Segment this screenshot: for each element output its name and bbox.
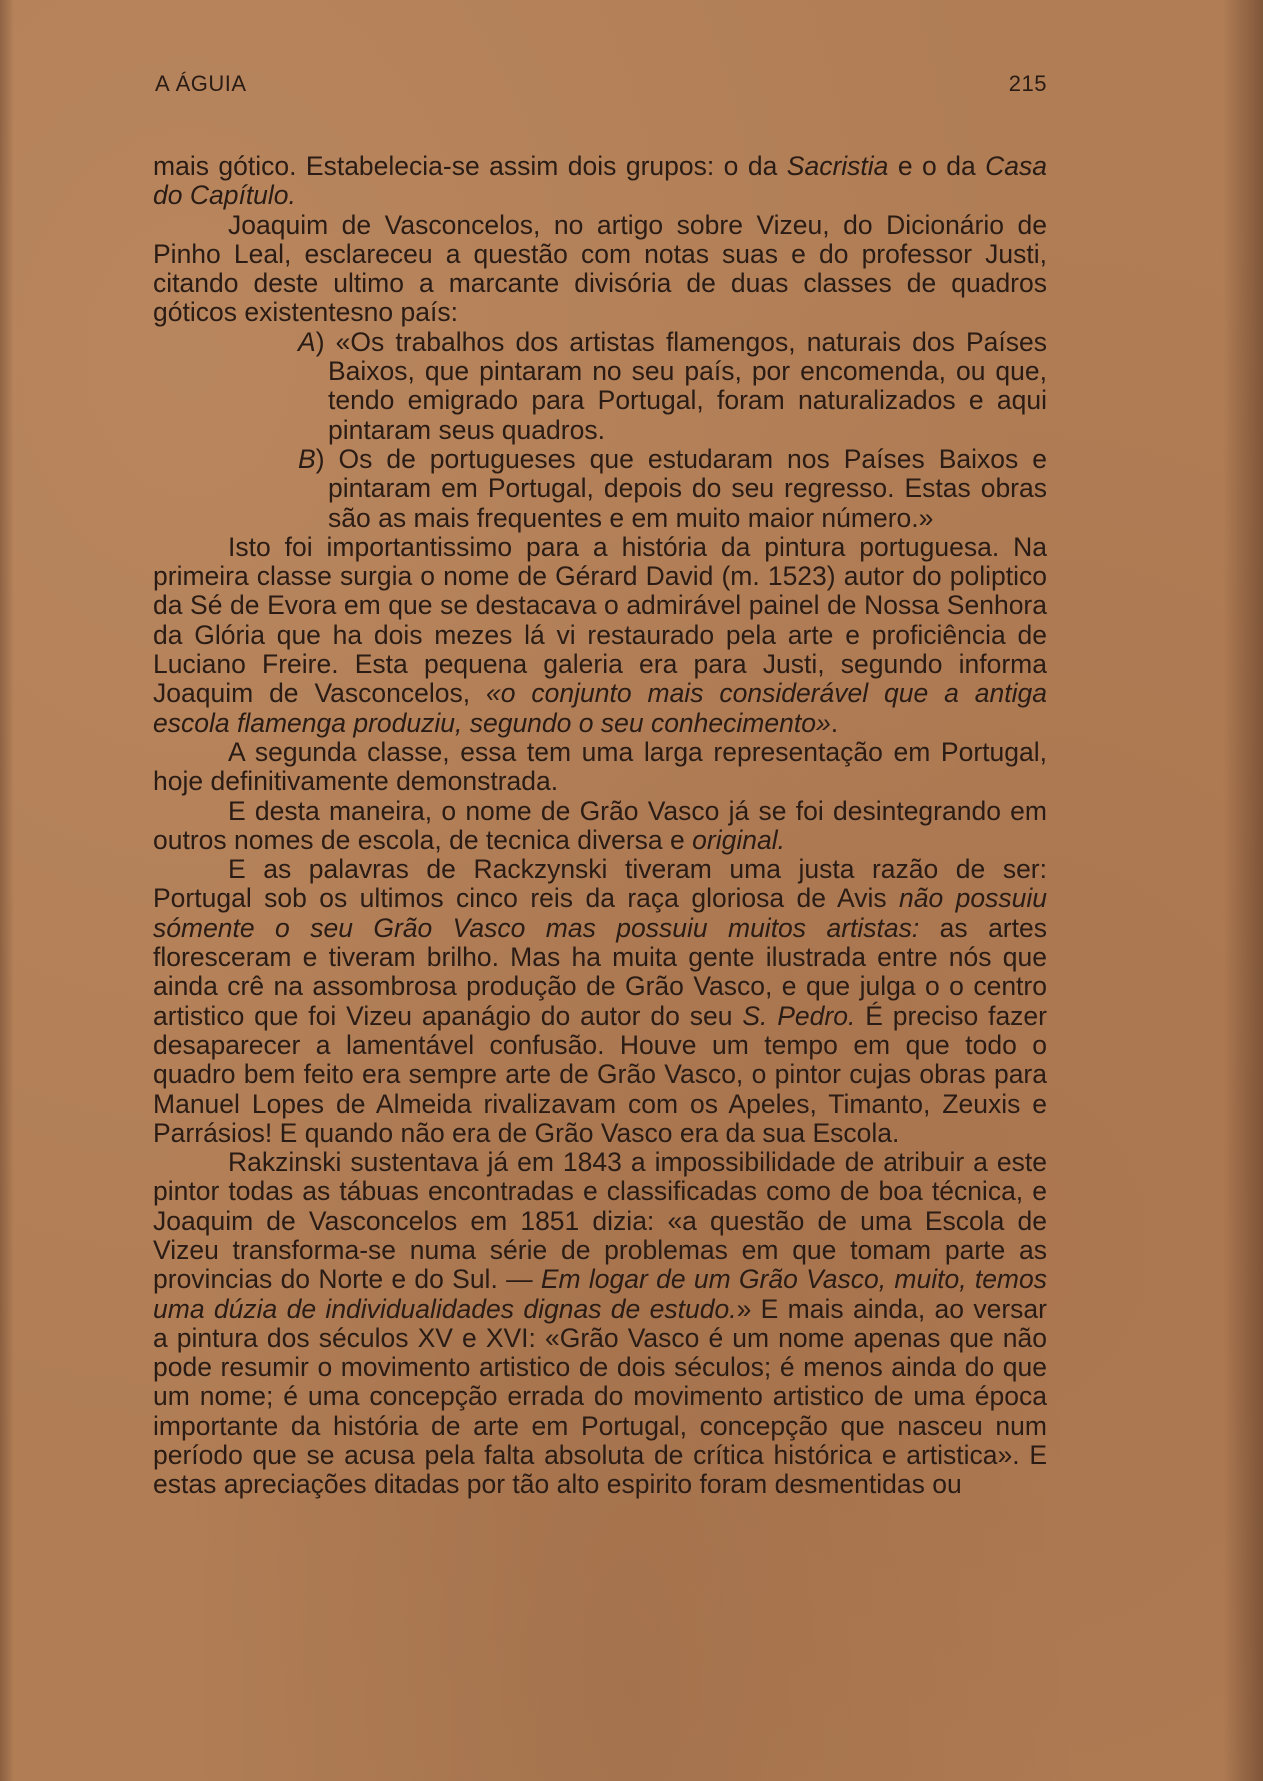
text-run: Rakzinski sustentava já em 1843 a impossibilidade de atribuir a este pintor todas as tábuas encontradas e classificadas como de boa técnica, e Joaquim de Vasconcelos em 1851 dizia:: [153, 1147, 1047, 1236]
italic-run: não possuiu sómente o seu Grão Vasco mas possuiu muitos artistas:: [153, 883, 1047, 943]
text-run: Isto foi importantissimo para a história da pintura portuguesa. Na primeira classe surgia o nome de Gérard David (m. 1523) autor do poliptico da Sé de Evora em que se destacava o admirável painel de Nossa Senhora da Glória que ha dois mezes lá vi restaurado pela arte e proficiência de Luciano Freire. Esta pequena galeria era para Justi, segundo informa Joaquim de Vasconcelos,: [153, 531, 1047, 709]
text-run: E as palavras de Rackzynski tiveram uma justa razão de ser: Portugal sob os ultimos cinco reis da raça gloriosa de Avis: [153, 854, 1047, 914]
paragraph-1: [153, 152, 1047, 211]
paragraph-6: [153, 855, 1047, 1148]
text-run: E desta maneira, o nome de Grão Vasco já se foi desintegrando em outros nomes de escola, de tecnica diversa e: [153, 795, 1047, 855]
quote-label: B: [298, 443, 316, 474]
paragraph-5: [153, 797, 1047, 856]
paragraph-4: A segunda classe, essa tem uma larga representação em Portugal, hoje definitivamente demonstrada.: [153, 736, 1047, 797]
italic-run: original.: [692, 824, 785, 855]
text-run: «a questão de uma Escola de Vizeu transforma-se numa série de problemas em que tomam parte as provincias do Norte e do Sul. —: [153, 1205, 1047, 1295]
paragraph-3: [153, 533, 1047, 738]
quote-b: [153, 445, 1047, 533]
page-number: 215: [1008, 71, 1047, 96]
paragraph-7: [153, 1148, 1047, 1500]
text-run: e o da: [888, 151, 986, 181]
italic-run: Sacristia: [786, 151, 889, 181]
text-run: » E mais ainda, ao versar a pintura dos séculos XV e XVI: «Grão Vasco é um nome apenas que não pode resumir o movimento artistico de dois séculos; é menos ainda do que um nome; é uma concepção errada do movimento artistico de uma época importante da história de arte em Portugal, concepção que nasceu num período que se acusa pela falta absoluta de crítica histórica e artistica». E estas apreciações ditadas por tão alto espirito foram desmentidas ou: [153, 1293, 1047, 1500]
quote-text: ) «Os trabalhos dos artistas flamengos, naturais dos Países Baixos, que pintaram no seu país, por encomenda, ou que, tendo emigrado para Portugal, foram naturalizados e aqui pintaram seus quadros.: [315, 326, 1047, 445]
italic-run: Casa do Capítulo.: [153, 151, 1047, 211]
italic-run: «o conjunto mais considerável que a antiga escola flamenga produziu, segundo o seu conhecimento»: [153, 678, 1047, 738]
quote-a: [153, 328, 1047, 445]
page-edge-shadow-right: [1223, 0, 1263, 1781]
journal-title: A ÁGUIA: [155, 71, 247, 96]
running-header: [155, 64, 1047, 104]
text-run: .: [830, 707, 839, 738]
text-run: as artes floresceram e tiveram brilho. Mas ha muita gente ilustrada entre nós que ainda crê na assombrosa produção de Grão Vasco, e que julga o o centro artistico que foi Vizeu apanágio do autor do seu: [153, 912, 1047, 1031]
italic-run: Em logar de um Grão Vasco, muito, temos uma dúzia de individualidades dignas de estudo.: [153, 1264, 1047, 1324]
quote-text: ) Os de portugueses que estudaram nos Países Baixos e pintaram em Portugal, depois do seu regresso. Estas obras são as mais frequentes e em muito maior número.»: [315, 443, 1047, 533]
quote-label: A: [298, 326, 316, 357]
text-run: É preciso fazer desaparecer a lamentável confusão. Houve um tempo em que todo o quadro bem feito era sempre arte de Grão Vasco, o pintor cujas obras para Manuel Lopes de Almeida rivalizavam com os Apeles, Timanto, Zeuxis e Parrásios! E quando não era de Grão Vasco era da sua Escola.: [153, 1000, 1047, 1148]
italic-run: S. Pedro.: [742, 1000, 856, 1031]
page-edge-shadow-left: [0, 0, 14, 1781]
paragraph-2: Joaquim de Vasconcelos, no artigo sobre Vizeu, do Dicionário de Pinho Leal, esclareceu a questão com notas suas e do professor Justi, citando deste ultimo a marcante divisória de duas classes de quadros góticos existentesno país:: [153, 209, 1047, 328]
text-run: mais gótico. Estabelecia-se assim dois grupos: o da: [153, 151, 787, 181]
body-text: [153, 152, 1047, 1500]
